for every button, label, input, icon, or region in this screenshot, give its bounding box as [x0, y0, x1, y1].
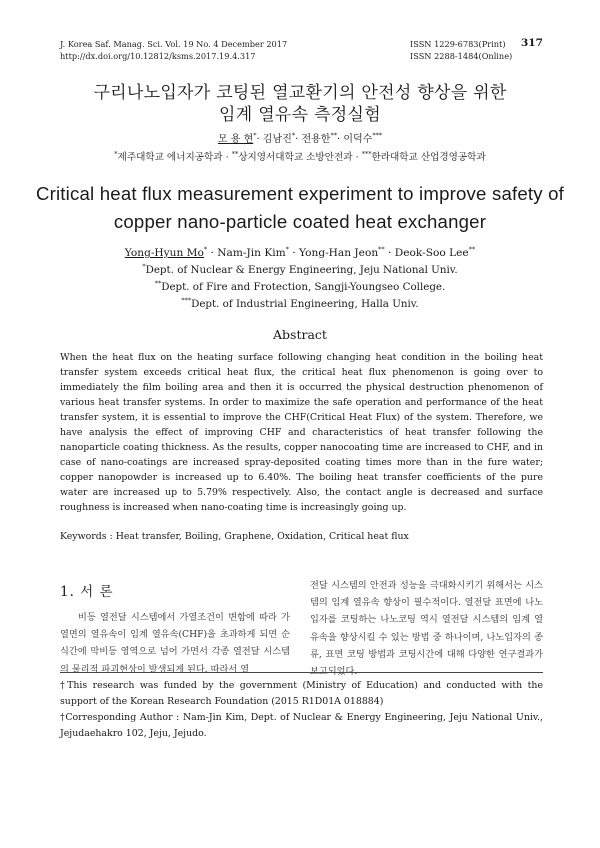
english-author-name: Yong-Han Jeon: [299, 247, 379, 259]
issn-block: [410, 38, 512, 62]
korean-author-name: 김남진: [262, 134, 292, 145]
korean-title-line2: 임계 열유속 측정실험: [219, 105, 381, 125]
english-affiliation: *Dept. of Nuclear & Energy Engineering, Jeju National Univ.: [142, 262, 458, 276]
abstract-heading: Abstract: [273, 327, 327, 342]
english-author: Yong-Han Jeon**: [299, 245, 385, 259]
english-author: Deok-Soo Lee**: [394, 245, 476, 259]
english-title-line1: Critical heat flux measurement experiment to improve safety of: [35, 183, 565, 204]
corresponding-author-footnote: †Corresponding Author : Nam-Jin Kim, Dept. of Nuclear & Energy Engineering, Jeju National Univ., Jejudaehakro 102, Jeju, Jejudo.: [60, 712, 543, 739]
english-author-name: Nam-Jin Kim: [217, 247, 286, 259]
page-number: 317: [521, 37, 543, 49]
english-affiliation: ***Dept. of Industrial Engineering, Halla Univ.: [181, 296, 419, 310]
journal-citation: J. Korea Saf. Manag. Sci. Vol. 19 No. 4 December 2017: [60, 39, 288, 49]
english-affiliation: **Dept. of Fire and Frotection, Sangji-Youngseo College.: [154, 279, 446, 293]
korean-affiliation: **상지영서대학교 소방안전과: [231, 149, 353, 163]
keywords-label: Keywords :: [60, 531, 113, 542]
korean-affiliation: *제주대학교 에너지공학과: [114, 149, 223, 163]
keywords: [60, 530, 543, 544]
funding-footnote: †This research was funded by the government (Ministry of Education) and conducted with the support of the Korean Research Foundation (2015 R1D01A 018884): [60, 680, 543, 707]
keywords-list: Heat transfer, Boiling, Graphene, Oxidation, Critical heat flux: [115, 531, 409, 542]
english-title-line2: copper nano-particle coated heat exchanger: [113, 211, 487, 232]
korean-author: 김남진*: [262, 131, 296, 145]
intro-left-column: 비등 열전달 시스템에서 가열조건이 변함에 따라 가열면의 열유속이 임계 열유속(CHF)을 초과하게 되면 순식간에 막비등 영역으로 넘어 가면서 각종 열전달 시스템의 물리적 파괴현상이 발생되게 된다. 따라서 열: [60, 612, 290, 675]
english-author: Yong-Hyun Mo*: [124, 245, 208, 259]
korean-author-name: 모 용 현: [217, 134, 254, 145]
korean-title-line1: 구리나노입자가 코팅된 열교환기의 안전성 향상을 위한: [93, 83, 507, 103]
english-title: [0, 180, 600, 236]
korean-authors: 모 용 현*· 김남진*· 전용한**· 이덕수***: [217, 131, 383, 145]
korean-author-name: 전용한: [301, 134, 331, 145]
korean-author: 모 용 현*: [217, 131, 257, 145]
english-author: Nam-Jin Kim*: [217, 245, 289, 259]
doi-link[interactable]: http://dx.doi.org/10.12812/ksms.2017.19.4.317: [60, 51, 256, 61]
korean-affiliation: ***한라대학교 산업경영공학과: [361, 149, 486, 163]
korean-affiliations: *제주대학교 에너지공학과 · **상지영서대학교 소방안전과 · ***한라대학교 산업경영공학과: [114, 149, 486, 163]
korean-author: 전용한**: [301, 131, 337, 145]
abstract-text: When the heat flux on the heating surface following changing heat condition in the boiling heat transfer system exceeds critical heat flux, the critical heat flux phenomenon is going over to immediately the film boiling area and then it is occurred the physical destruction phenomenon of various heat transfer systems. In order to maximize the safe operation and performance of the heat transfer system, it is essential to improve the CHF(Critical Heat Flux) of the system. Therefore, we have analysis the effect of improving CHF and characteristics of heat transfer following the nanoparticle coating thickness. As the results, copper nanocoating time are increased to CHF, and in case of nano-coatings are increased spray-deposited coating times more than in the fure water; copper nanopowder is increased up to 6.40%. The boiling heat transfer coefficients of the pure water are increased up to 5.79% respectively. Also, the contact angle is decreased and surface roughness is increased when nano-coating time is increasingly going up.: [60, 352, 543, 513]
english-author-name: Yong-Hyun Mo: [124, 247, 204, 259]
section-heading: 1. 서 론: [60, 584, 114, 600]
korean-author-name: 이덕수: [343, 134, 373, 145]
english-authors: Yong-Hyun Mo* · Nam-Jin Kim* · Yong-Han Jeon** · Deok-Soo Lee**: [124, 245, 476, 259]
issn-print: ISSN 1229-6783(Print): [410, 39, 506, 49]
issn-online: ISSN 2288-1484(Online): [410, 51, 513, 61]
english-author-name: Deok-Soo Lee: [394, 247, 469, 259]
korean-author: 이덕수***: [343, 131, 383, 145]
korean-title: [0, 82, 600, 126]
intro-right-column: 전달 시스템의 안전과 성능을 극대화시키기 위해서는 시스템의 임계 열유속 향상이 필수적이다. 열전달 표면에 나노입자를 코팅하는 나노코팅 역시 열전달 시스템의 임계 열유속을 향상시킬 수 있는 방법 중 하나이며, 나노입자의 종류, 표면 코팅 방법과 코팅시간에 대해 다양한 연구결과가 보고되었다.: [310, 580, 543, 678]
footnote-divider: [60, 672, 543, 673]
journal-header: [60, 38, 287, 62]
